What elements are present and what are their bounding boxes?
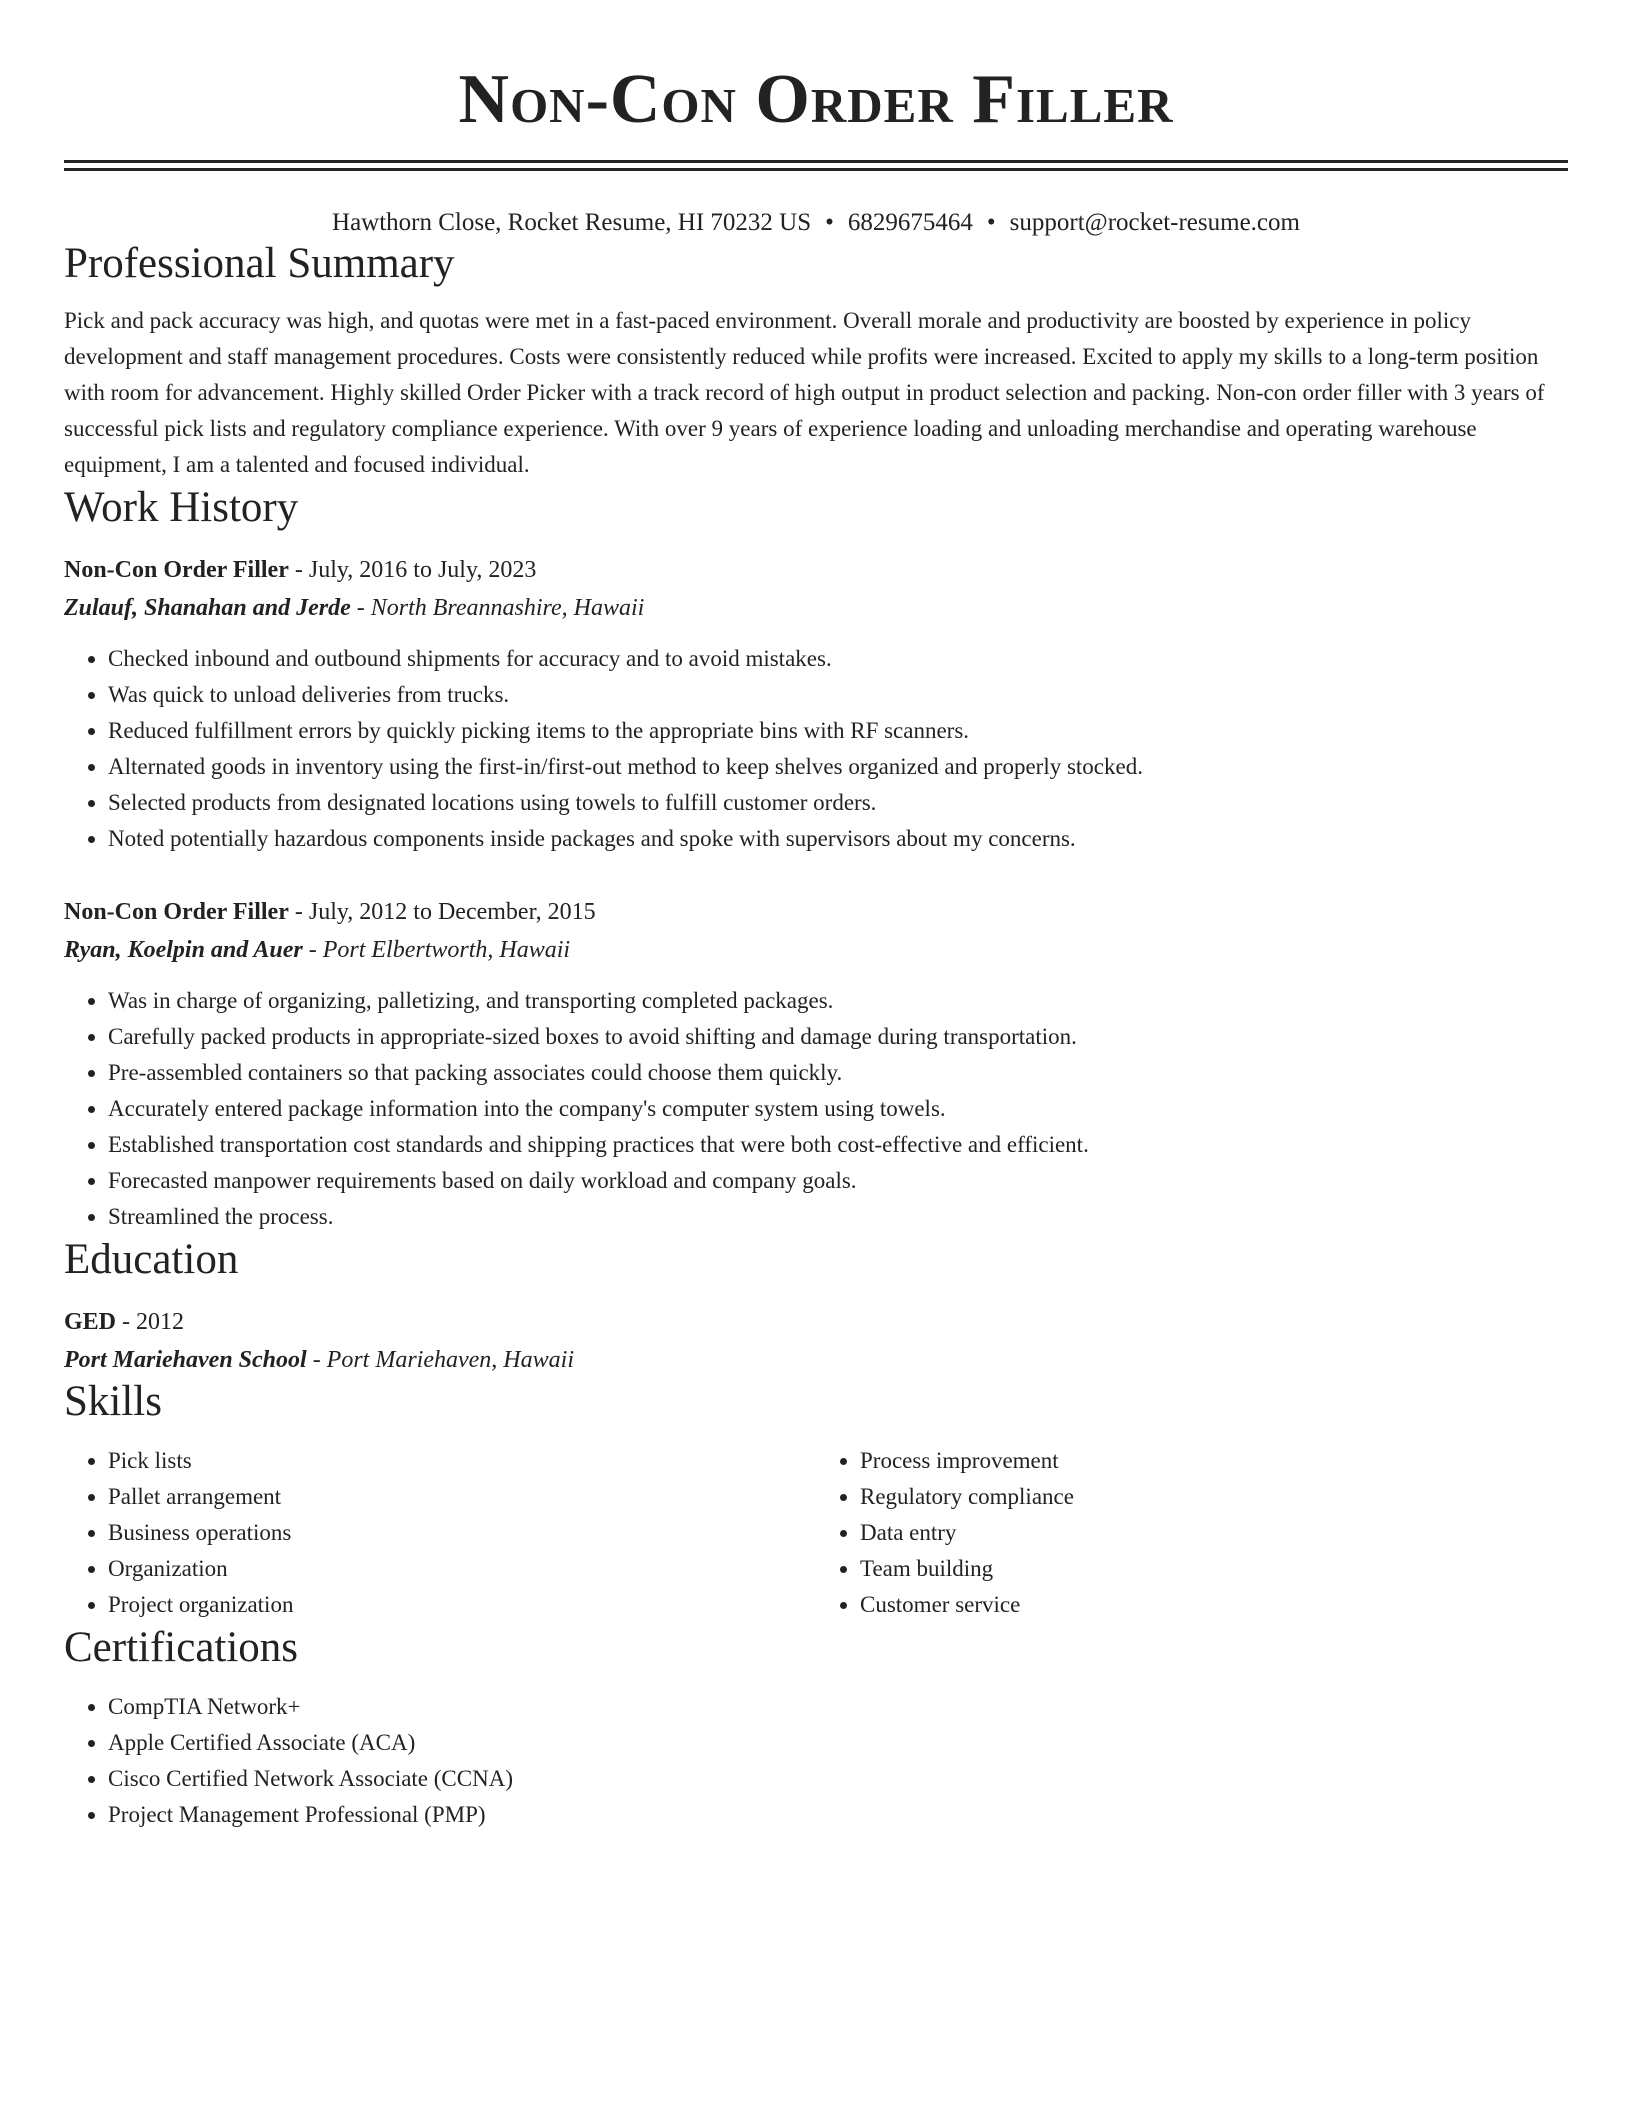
job-bullet: • Selected products from designated locations using towels to fulfill customer orders.	[108, 785, 1568, 821]
job-role: Non-Con Order Filler	[64, 557, 289, 583]
skill-item: • Project organization	[108, 1587, 816, 1623]
job-dates: - July, 2012 to December, 2015	[288, 899, 596, 925]
skill-item: • Team building	[860, 1551, 1568, 1587]
skill-item: • Organization	[108, 1551, 816, 1587]
certification-item: • Apple Certified Associate (ACA)	[108, 1725, 1568, 1761]
resume-name: Non-Con Order Filler	[458, 61, 1174, 138]
contact-address: Hawthorn Close, Rocket Resume, HI 70232 US	[332, 209, 812, 236]
job-title-line	[64, 895, 1568, 929]
job-bullets	[64, 983, 1568, 1235]
job-title-line	[64, 553, 1568, 587]
skills-list	[64, 1443, 1568, 1623]
contact-email[interactable]: support@rocket-resume.com	[1009, 209, 1300, 236]
education-school: Port Mariehaven School	[64, 1347, 307, 1373]
job-bullet: • Forecasted manpower requirements based on daily workload and company goals.	[108, 1163, 1568, 1199]
education-year: - 2012	[116, 1309, 185, 1335]
education-heading: Education	[64, 1236, 239, 1283]
skill-item: • Business operations	[108, 1515, 816, 1551]
skills-column-right	[816, 1443, 1568, 1623]
summary-heading: Professional Summary	[64, 240, 455, 287]
job-bullet: • Streamlined the process.	[108, 1199, 1568, 1235]
certifications-list	[64, 1689, 1568, 1833]
skill-item: • Pick lists	[108, 1443, 816, 1479]
job-dates: - July, 2016 to July, 2023	[288, 557, 537, 583]
skill-item: • Data entry	[860, 1515, 1568, 1551]
job-bullet: • Alternated goods in inventory using the first-in/first-out method to keep shelves organized and properly stocked.	[108, 749, 1568, 785]
header-divider	[64, 160, 1568, 171]
education-school-line	[64, 1343, 1568, 1377]
job-location: - North Breannashire, Hawaii	[350, 595, 645, 621]
job-bullet: • Established transportation cost standards and shipping practices that were both cost-effective and efficient.	[108, 1127, 1568, 1163]
job-role: Non-Con Order Filler	[64, 899, 289, 925]
education-degree-line	[64, 1305, 1568, 1339]
skill-item: • Customer service	[860, 1587, 1568, 1623]
job-company: Ryan, Koelpin and Auer	[64, 937, 303, 963]
job-entry	[64, 553, 1568, 857]
summary-text: Pick and pack accuracy was high, and quotas were met in a fast-paced environment. Overall morale and productivity are boosted by experience in policy development and staff management procedures. Costs were consistently reduced while profits were increased. Excited to apply my skills to a long-term position with room for advancement. Highly skilled Order Picker with a track record of high output in product selection and packing. Non-con order filler with 3 years of successful pick lists and regulatory compliance experience. With over 9 years of experience loading and unloading merchandise and operating warehouse equipment, I am a talented and focused individual.	[64, 308, 1545, 477]
certification-item: • CompTIA Network+	[108, 1689, 1568, 1725]
contact-line	[64, 207, 1568, 239]
education-degree: GED	[64, 1309, 117, 1335]
job-bullet: • Was in charge of organizing, palletizing, and transporting completed packages.	[108, 983, 1568, 1019]
job-bullet: • Reduced fulfillment errors by quickly picking items to the appropriate bins with RF scanners.	[108, 713, 1568, 749]
education-location: - Port Mariehaven, Hawaii	[306, 1347, 574, 1373]
work-history-heading: Work History	[64, 484, 299, 531]
skill-item: • Regulatory compliance	[860, 1479, 1568, 1515]
contact-separator: •	[986, 209, 996, 236]
job-bullet: • Noted potentially hazardous components inside packages and spoke with supervisors about my concerns.	[108, 821, 1568, 857]
job-bullet: • Checked inbound and outbound shipments for accuracy and to avoid mistakes.	[108, 641, 1568, 677]
job-company-line	[64, 933, 1568, 967]
skills-column-left	[64, 1443, 816, 1623]
education-entry	[64, 1305, 1568, 1377]
job-location: - Port Elbertworth, Hawaii	[302, 937, 571, 963]
job-entry	[64, 895, 1568, 1235]
job-bullet: • Pre-assembled containers so that packing associates could choose them quickly.	[108, 1055, 1568, 1091]
job-bullet: • Carefully packed products in appropriate-sized boxes to avoid shifting and damage during transportation.	[108, 1019, 1568, 1055]
skill-item: • Process improvement	[860, 1443, 1568, 1479]
job-company: Zulauf, Shanahan and Jerde	[64, 595, 351, 621]
skills-heading: Skills	[64, 1378, 162, 1425]
job-company-line	[64, 591, 1568, 625]
skill-item: • Pallet arrangement	[108, 1479, 816, 1515]
job-bullet: • Was quick to unload deliveries from trucks.	[108, 677, 1568, 713]
certification-item: • Project Management Professional (PMP)	[108, 1797, 1568, 1833]
job-bullet: • Accurately entered package information into the company's computer system using towels.	[108, 1091, 1568, 1127]
certification-item: • Cisco Certified Network Associate (CCNA)	[108, 1761, 1568, 1797]
job-bullets	[64, 641, 1568, 857]
certifications-heading: Certifications	[64, 1624, 299, 1671]
contact-separator: •	[825, 209, 834, 236]
contact-phone: 6829675464	[847, 209, 973, 236]
